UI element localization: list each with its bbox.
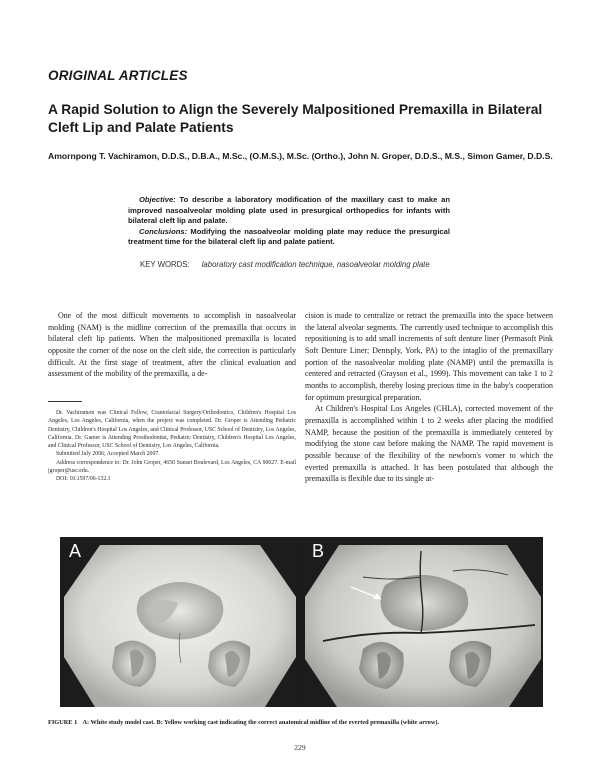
- article-title: A Rapid Solution to Align the Severely Malpositioned Premaxilla in Bilateral Cleft Lip and Palate Patients: [48, 102, 543, 135]
- panel-b-label: B: [312, 541, 325, 561]
- section-label: ORIGINAL ARTICLES: [48, 68, 188, 83]
- footnote-correspondence: Address correspondence to: Dr. John Groper, 4650 Sunset Boulevard, Los Angeles, CA 90027. E-mail jgroper@usc.edu.: [48, 459, 296, 475]
- page-number: 229: [294, 743, 306, 752]
- conclusions-label: Conclusions:: [139, 226, 188, 236]
- footnotes: [48, 409, 296, 484]
- footnote-rule: [48, 401, 82, 402]
- article-authors: Amornpong T. Vachiramon, D.D.S., D.B.A., M.Sc., (O.M.S.), M.Sc. (Ortho.), John N. Groper, D.D.S., M.S., Simon Gamer, D.D.S.: [48, 151, 553, 161]
- figure-panel-b: [303, 537, 543, 707]
- caption-text: A: White study model cast. B: Yellow working cast indicating the correct anatomical midline of the everted premaxilla (white arrow).: [82, 719, 440, 726]
- objective-label: Objective:: [139, 195, 176, 204]
- body-column-left: [48, 310, 296, 380]
- body-column-right: [305, 310, 553, 485]
- abstract: [128, 195, 450, 248]
- footnote-submitted: Submitted July 2006; Accepted March 2007.: [56, 451, 160, 458]
- footnote-doi: DOI: 10.1597/06-132.1: [56, 476, 111, 483]
- footnote-affiliation: Dr. Vachiramon was Clinical Fellow, Craniofacial Surgery/Orthodontics, Children's Hospital Los Angeles, Los Angeles, California, when the project was completed. Dr. Groper is Attending Pediatric Dentistry, Children's Hospital Los Angeles, and Clinical Professor, USC School of Dentistry, Los Angeles, California. Dr. Gamer is Attending Prosthodontist, Pediatric Dentistry, Children's Hospital Los Angeles, and Clinical Professor, USC School of Dentistry, Los Angeles, California.: [48, 410, 296, 450]
- keywords-label: KEY WORDS:: [140, 260, 190, 269]
- keywords-text: laboratory cast modification technique, nasoalveolar molding plate: [201, 260, 430, 269]
- abstract-conclusions: [128, 227, 450, 248]
- conclusions-text: Modifying the nasoalveolar molding plate may reduce the presurgical treatment time for the bilateral cleft lip and palate patient.: [128, 226, 450, 247]
- figure-1: [60, 537, 543, 707]
- body-paragraph: One of the most difficult movements to accomplish in nasoalveolar molding (NAM) is the midline correction of the premaxilla that occurs in bilateral cleft lip patients. When the malpositioned premaxilla is located opposite the corner of the nose on the cleft side, the correction is particularly difficult. At the first stage of treatment, after the clinical evaluation and assessment of the mobility of the premaxilla, a de-: [48, 311, 296, 379]
- body-paragraph: cision is made to centralize or retract the premaxilla into the space between the lateral alveolar segments. The currently used technique to accomplish this repositioning is to add small increments of soft denture liner (Permasoft Pink Soft Denture Liner; Dentsply, York, PA) to the intaglio of the premaxillary portion of the nasoalveolar molding plate (NAMP) until the premaxilla is centered and retracted (Grayson et al., 1999). This movement can take 1 to 2 months to accomplish, thereby losing precious time in the baby's cooperation for optimum presurgical preparation.: [305, 311, 553, 402]
- caption-label: FIGURE 1: [48, 719, 78, 726]
- body-paragraph: At Children's Hospital Los Angeles (CHLA), corrected movement of the premaxilla is accomplished within 1 to 2 weeks after placing the modified NAMP, because the position of the premaxilla is immediately centered by modifying the stone cast before making the NAMP. The rapid movement is possible because of the flexibility of the newborn's vomer to which the everted premaxilla is attached. It has been postulated that although the premaxilla is flexible due to its single at-: [305, 404, 553, 484]
- abstract-objective: [128, 195, 450, 227]
- panel-a-label: A: [69, 541, 82, 561]
- figure-panel-a: [60, 537, 300, 707]
- keywords: [140, 260, 450, 271]
- figure-caption: [48, 718, 553, 727]
- yellow-cast-image: [303, 537, 543, 707]
- objective-text: To describe a laboratory modification of the maxillary cast to make an improved nasoalveolar molding plate used in presurgical orthopedics for infants with bilateral cleft lip and palate.: [128, 195, 450, 226]
- white-cast-image: [60, 537, 300, 707]
